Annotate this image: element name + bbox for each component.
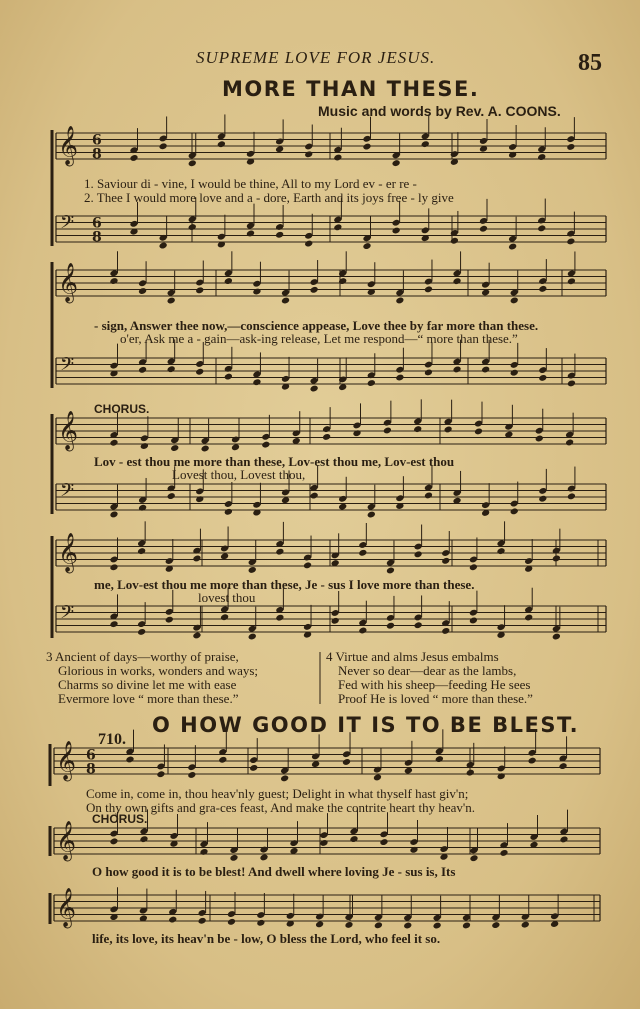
system-1-bass-notehead [479, 225, 488, 233]
hymn-2-staff-1-notehead [156, 770, 165, 778]
system-1-bass-notehead [508, 243, 517, 251]
stanza-4-line: Proof He is loved “ more than these.” [338, 691, 533, 706]
treble-clef: 𝄞 [58, 125, 79, 166]
hymn-2-staff-3-notehead [315, 920, 324, 928]
hymn-2-staff-1-notehead [187, 771, 196, 779]
hymn-title: MORE THAN THESE. [222, 77, 480, 101]
hymn-2-staff-3-notehead [403, 922, 412, 930]
system-4-bass-notehead [358, 627, 367, 635]
system-4-bass-notehead [192, 632, 201, 640]
hymn-2-staff-2-notehead [559, 835, 568, 843]
system-1-bass-notehead [392, 227, 401, 235]
system-1-bass-notehead [566, 237, 575, 245]
system-2-bass-notehead [538, 374, 547, 382]
system-2-bass-notehead [167, 365, 176, 373]
system-3-treble-notehead [170, 444, 179, 452]
system-2-bass-notehead [195, 368, 204, 376]
system-3-treble-notehead [383, 427, 392, 435]
system-3-bass-notehead [138, 504, 147, 512]
hymn-credit: Music and words by Rev. A. COONS. [318, 103, 561, 119]
treble-clef: 𝄞 [56, 887, 77, 928]
bass-clef: 𝄢 [60, 354, 75, 380]
stanza-3-line: Evermore love “ more than these.” [58, 691, 239, 706]
system-2-bass-notehead [138, 366, 147, 374]
hymn-2-staff-1-notehead [218, 756, 227, 764]
verse-1-line-2: - sign, Answer thee now,—conscience appease, Love thee by far more than these. [94, 318, 539, 333]
chorus-bass-line-2: lovest thou [198, 590, 256, 605]
hymn-2-staff-2-notehead [319, 839, 328, 847]
treble-clef: 𝄞 [58, 410, 79, 451]
system-2-bass-notehead [453, 365, 462, 373]
hymn-2-chorus-line-2: life, its love, its heav'n be - low, O bless the Lord, who feel it so. [92, 931, 441, 946]
system-1-treble-notehead [362, 143, 371, 151]
hymn-2-staff-2-notehead [469, 854, 478, 862]
system-4-treble-notehead [137, 547, 146, 555]
system-2-bass-notehead [224, 373, 233, 381]
hymn-2-staff-2-notehead [199, 848, 208, 856]
hymn-2-staff-1-notehead [528, 757, 537, 765]
chorus-line-1: Lov - est thou me more than these, Lov-est thou me, Lov-est thou [94, 454, 455, 469]
hymn-2-verse-line-1: Come in, come in, thou heav'nly guest; Delight in what thyself hast giv'n; [86, 786, 469, 801]
system-3-bass-notehead [224, 508, 233, 516]
stanza-3-line: 3 Ancient of days—worthy of praise, [46, 649, 239, 664]
system-3-treble-notehead [261, 441, 270, 449]
system-2-treble-notehead [310, 286, 319, 294]
system-1-bass-notehead [333, 223, 342, 231]
system-1-treble-notehead [333, 154, 342, 162]
running-title: SUPREME LOVE FOR JESUS. [196, 48, 436, 67]
system-4-bass-notehead [552, 633, 561, 641]
system-4-treble-notehead [552, 555, 561, 563]
system-1-bass-notehead [188, 223, 197, 231]
system-2-treble-notehead [424, 285, 433, 293]
system-3-treble-notehead [322, 433, 331, 441]
system-1-bass-notehead [159, 242, 168, 250]
system-4-treble-notehead [497, 547, 506, 555]
system-4-bass-notehead [137, 628, 146, 636]
system-1-treble-notehead [537, 153, 546, 161]
system-1-treble-notehead [159, 142, 168, 150]
system-1-bass-notehead [450, 237, 459, 245]
stanza-4-line: 4 Virtue and alms Jesus embalms [326, 649, 499, 664]
hymn-2-staff-1-notehead [373, 774, 382, 782]
system-2-treble-notehead [395, 297, 404, 305]
hymn-2-staff-3-notehead [198, 917, 207, 925]
hymn-2-staff-3-notehead [344, 921, 353, 929]
system-2-treble-notehead [538, 285, 547, 293]
system-4-bass-notehead [469, 617, 478, 625]
time-signature-top: 6 [92, 215, 102, 232]
system-3-treble-notehead [565, 439, 574, 447]
system-2-bass-notehead [510, 369, 519, 377]
system-4-bass-notehead [248, 633, 257, 641]
time-signature-top: 6 [92, 132, 102, 149]
system-2-treble-notehead [567, 277, 576, 285]
system-2-treble-notehead [109, 277, 118, 285]
system-4-treble-notehead [414, 550, 423, 558]
hymn-2-staff-1-notehead [249, 764, 258, 772]
system-1-treble-notehead [129, 154, 138, 162]
hymn-2-staff-2-notehead [259, 853, 268, 861]
system-4-treble-notehead [109, 563, 118, 571]
system-2-treble-notehead [453, 277, 462, 285]
system-4-bass-notehead [441, 627, 450, 635]
hymn-2-title: O HOW GOOD IT IS TO BE BLEST. [152, 713, 580, 737]
hymn-2-staff-3-notehead [374, 921, 383, 929]
system-3-treble-notehead [352, 429, 361, 437]
time-signature-bottom: 8 [92, 146, 102, 163]
hymn-2-staff-1-notehead [435, 755, 444, 763]
system-1-bass-notehead [362, 242, 371, 250]
hymn-2-staff-1-notehead [280, 774, 289, 782]
system-3-treble-notehead [535, 435, 544, 443]
system-3-bass-notehead [367, 511, 376, 519]
system-2-bass-notehead [310, 385, 319, 393]
system-3-bass-notehead [510, 507, 519, 515]
system-3-treble-notehead [201, 445, 210, 453]
system-2-treble-notehead [252, 288, 261, 296]
system-3-bass-notehead [109, 511, 118, 519]
system-4-treble-notehead [441, 557, 450, 565]
system-4-treble-notehead [469, 563, 478, 571]
system-3-bass-notehead [167, 492, 176, 500]
system-1-treble-notehead [392, 159, 401, 167]
hymn-2-staff-3-notehead [433, 922, 442, 930]
treble-clef: 𝄞 [58, 262, 79, 303]
system-3-bass-notehead [424, 491, 433, 499]
stanza-4 [326, 650, 533, 706]
system-3-treble-notehead [474, 427, 483, 435]
system-4-bass-notehead [220, 613, 229, 621]
stanza-3-line: Glorious in works, wonders and ways; [58, 663, 259, 678]
chorus-label: CHORUS. [94, 402, 150, 416]
system-4-bass-notehead [165, 616, 174, 624]
hymn-2-chorus-label: CHORUS. [92, 812, 148, 826]
time-signature-bottom: 8 [86, 761, 96, 778]
system-3-treble-notehead [413, 425, 422, 433]
system-2-bass-notehead [395, 374, 404, 382]
system-1-treble-notehead [304, 150, 313, 158]
system-4-treble-notehead [275, 548, 284, 556]
hymn-2-staff-3-notehead [227, 918, 236, 926]
system-1-treble-notehead [188, 159, 197, 167]
system-4-bass-notehead [414, 621, 423, 629]
system-1-bass-notehead [304, 240, 313, 248]
system-2-bass-notehead [481, 366, 490, 374]
system-3-bass-notehead [195, 495, 204, 503]
hymn-2-staff-3-notehead [491, 921, 500, 929]
hymn-2-number: 710. [98, 731, 126, 748]
system-4-treble-notehead [386, 567, 395, 575]
system-3-treble-notehead [140, 442, 149, 450]
hymn-2-staff-3-notehead [521, 921, 530, 929]
system-1-bass-notehead [275, 231, 284, 239]
system-4-treble-notehead [358, 549, 367, 557]
hymn-2-staff-2-notehead [229, 854, 238, 862]
hymn-2-staff-3-notehead [462, 921, 471, 929]
system-2-treble-notehead [167, 297, 176, 305]
system-3-treble-notehead [444, 426, 453, 434]
time-signature-top: 6 [86, 747, 96, 764]
system-2-treble-notehead [510, 296, 519, 304]
hymn-2-staff-2-notehead [349, 835, 358, 843]
time-signature-bottom: 8 [92, 229, 102, 246]
system-3-treble-notehead [109, 439, 118, 447]
chorus-line-2: me, Lov-est thou me more than these, Je - sus I love more than these. [94, 577, 475, 592]
system-4-treble-notehead [248, 566, 257, 574]
hymn-2-staff-2-notehead [499, 849, 508, 857]
system-1-treble-notehead [421, 140, 430, 148]
system-2-bass-notehead [424, 368, 433, 376]
system-2-treble-notehead [281, 297, 290, 305]
hymn-2-verse-line-2: On thy own gifts and gra-ces feast, And make the contrite heart thy heav'n. [86, 800, 475, 815]
hymn-2-staff-2-notehead [379, 838, 388, 846]
system-2-bass-notehead [367, 379, 376, 387]
system-4-bass-notehead [386, 622, 395, 630]
stanza-3-line: Charms so divine let me with ease [58, 677, 237, 692]
system-4-bass-notehead [109, 620, 118, 628]
system-3-treble-notehead [231, 443, 240, 451]
system-4-bass-notehead [331, 617, 340, 625]
system-3-bass-notehead [567, 492, 576, 500]
hymn-2-staff-2-notehead [139, 835, 148, 843]
system-4-treble-notehead [192, 555, 201, 563]
treble-clef: 𝄞 [56, 820, 77, 861]
system-4-treble-notehead [303, 561, 312, 569]
system-2-treble-notehead [195, 286, 204, 294]
treble-clef: 𝄞 [58, 532, 79, 573]
hymn-2-staff-1-notehead [342, 758, 351, 766]
verse-2-line-1: 2. Thee I would more love and a - dore, Earth and its joys free - ly give [84, 190, 454, 205]
hymn-2-chorus-line-1: O how good it is to be blest! And dwell where loving Je - sus is, Its [92, 864, 456, 879]
hymn-2-staff-1-notehead [466, 769, 475, 777]
stanza-4-line: Fed with his sheep—feeding He sees [338, 677, 531, 692]
hymn-2-staff-3-notehead [168, 916, 177, 924]
chorus-bass-line-1: Lovest thou, Lovest thou, [172, 467, 306, 482]
system-1-bass-notehead [246, 230, 255, 238]
system-1-bass-notehead [537, 224, 546, 232]
system-2-bass-notehead [252, 378, 261, 386]
hymn-2-staff-1-notehead [125, 756, 134, 764]
hymn-2-staff-3-notehead [256, 919, 265, 927]
page-number: 85 [578, 50, 602, 76]
bass-clef: 𝄢 [60, 480, 75, 506]
treble-clef: 𝄞 [56, 740, 77, 781]
system-4-bass-notehead [275, 614, 284, 622]
system-3-bass-notehead [310, 492, 319, 500]
verse-2-line-2: o'er, Ask me a - gain—ask-ing release, Let me respond—“ more than these.” [120, 331, 518, 346]
bass-clef: 𝄢 [60, 602, 75, 628]
system-2-treble-notehead [138, 287, 147, 295]
stanza-4-line: Never so dear—dear as the lambs, [338, 663, 517, 678]
system-3-bass-notehead [538, 495, 547, 503]
system-4-bass-notehead [524, 614, 533, 622]
system-2-bass-notehead [567, 379, 576, 387]
hymn-2-staff-1-notehead [559, 762, 568, 770]
system-1-treble-notehead [217, 140, 226, 148]
bass-clef: 𝄢 [60, 212, 75, 238]
system-1-treble-notehead [566, 143, 575, 151]
verse-1-line-1: 1. Saviour di - vine, I would be thine, All to my Lord ev - er re - [84, 176, 417, 191]
hymn-2-staff-2-notehead [109, 837, 118, 845]
system-2-treble-notehead [224, 277, 233, 285]
stanza-3 [46, 650, 258, 706]
